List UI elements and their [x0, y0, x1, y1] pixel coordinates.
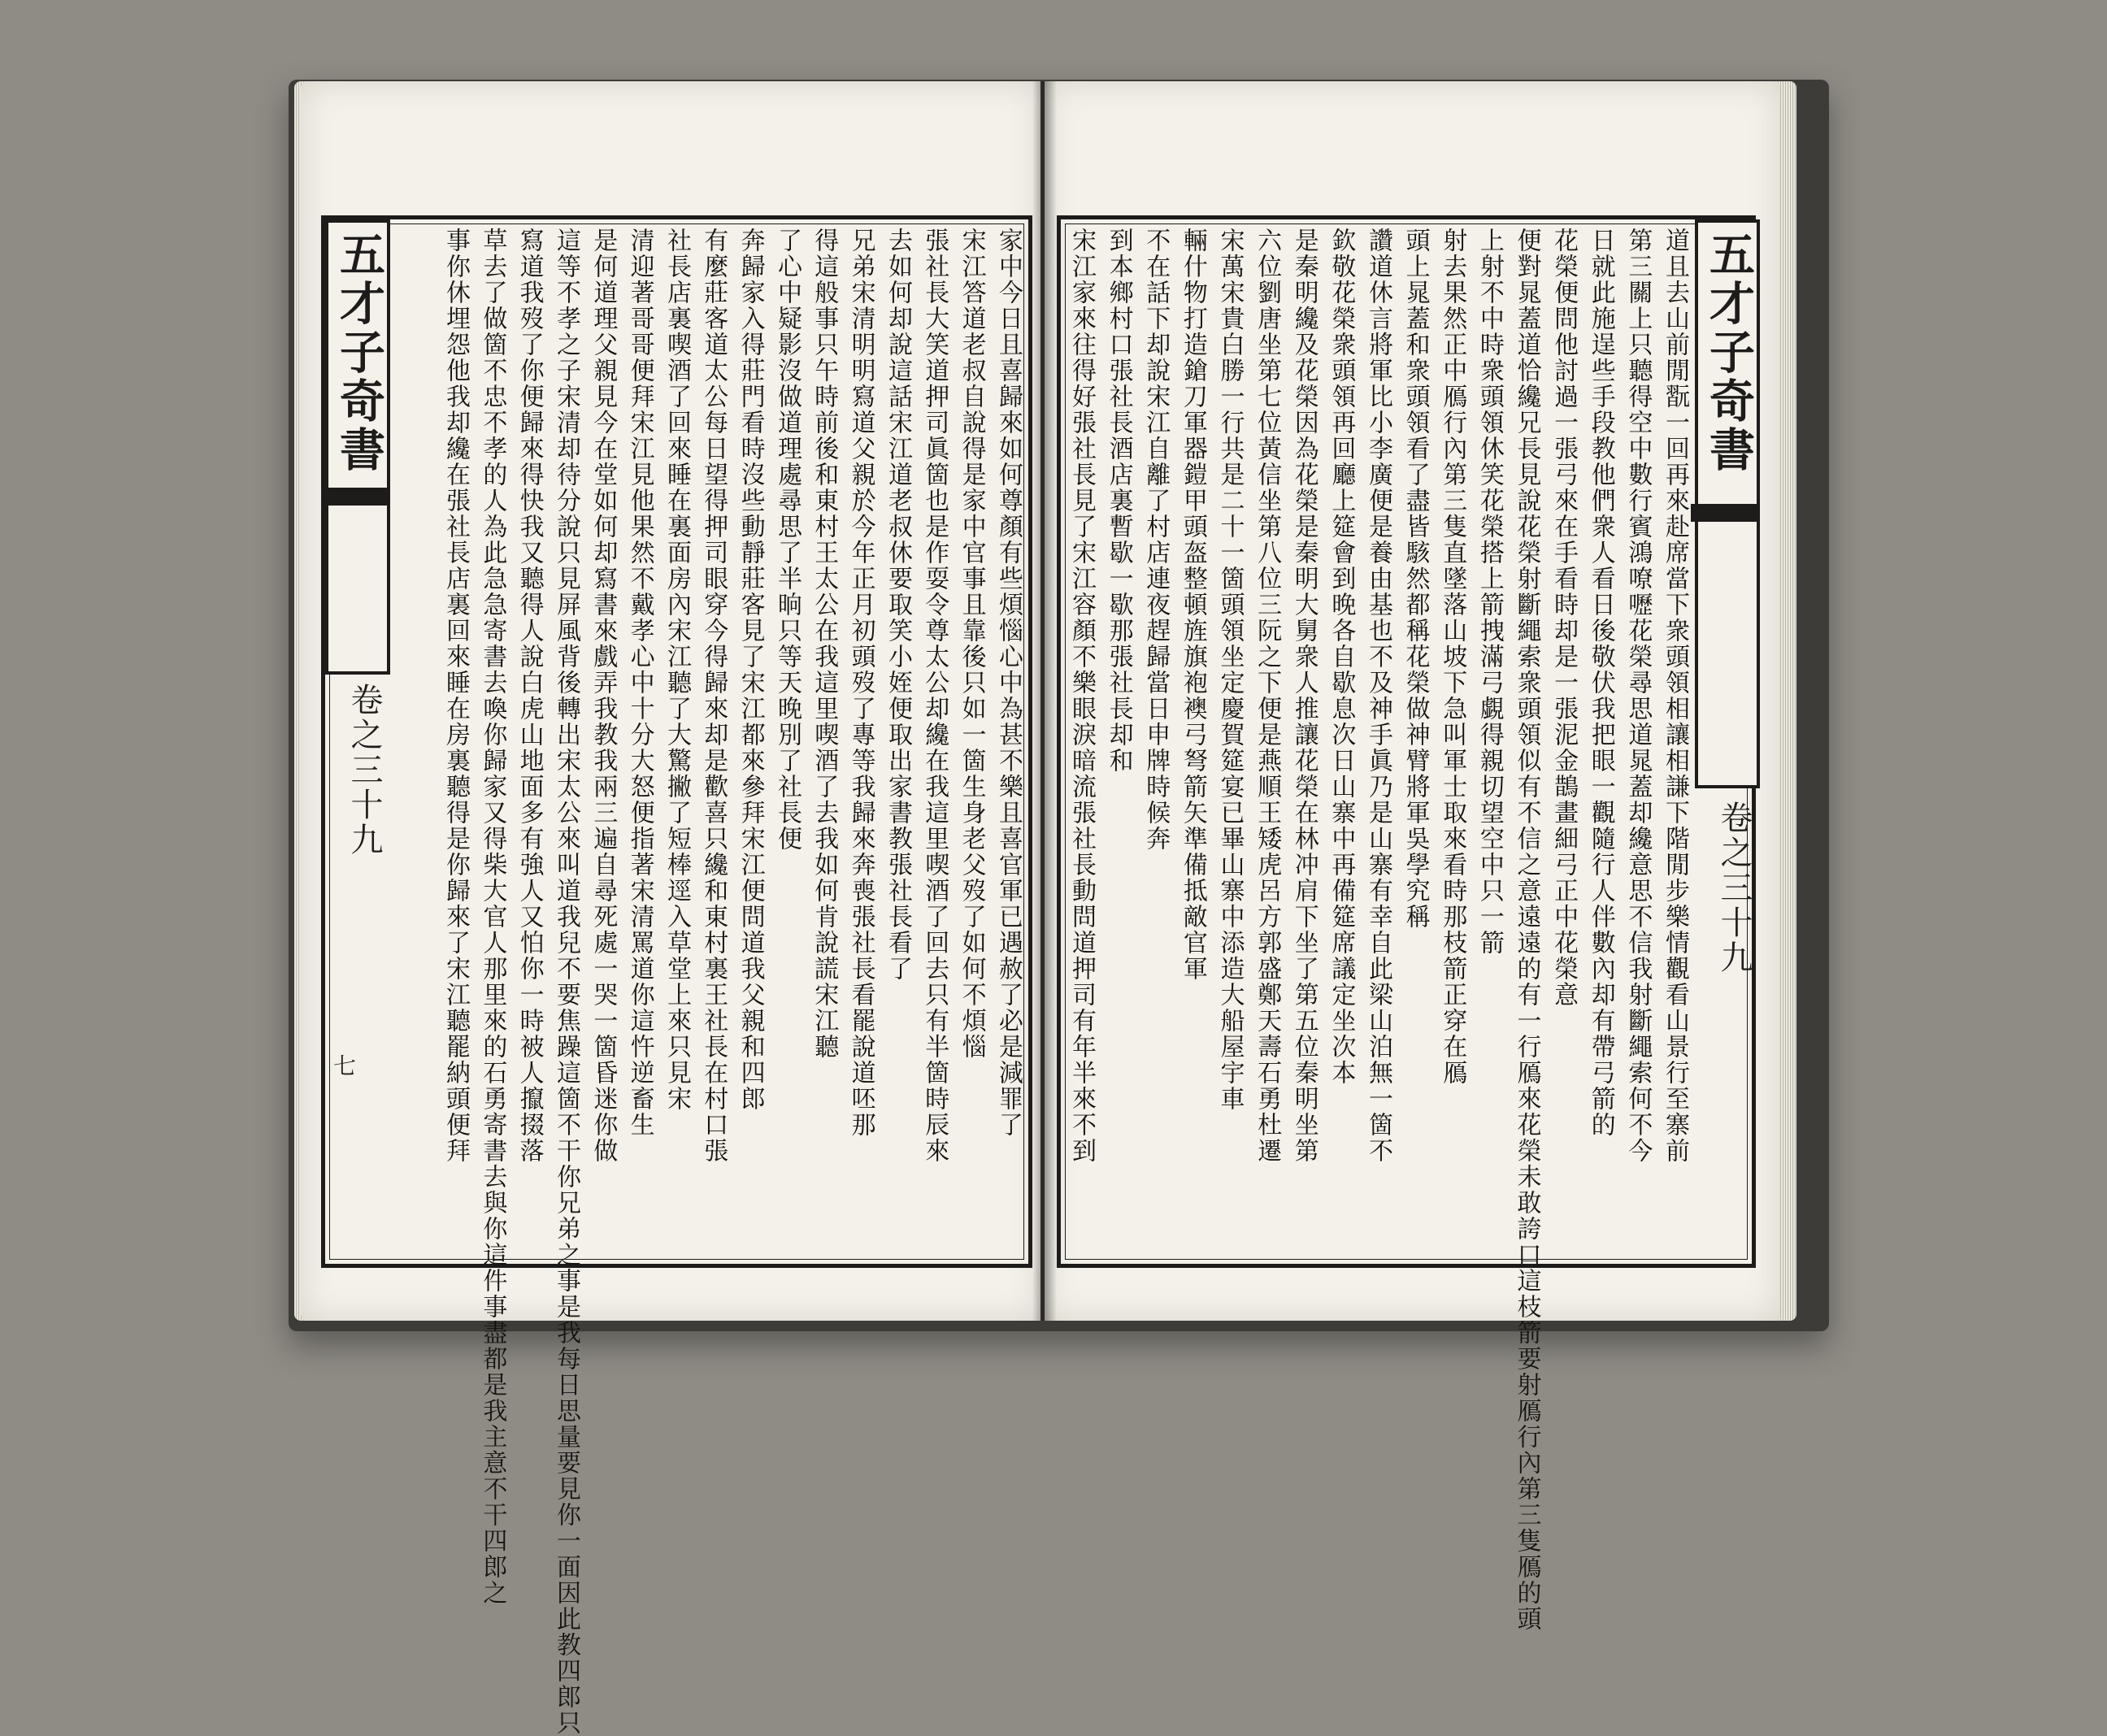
- right-juan-label: 卷之三十九: [1715, 801, 1753, 975]
- text-column: 奔歸家入得莊門看時沒些動靜莊客見了宋江都來參拜宋江便問道我父親和四郎: [736, 228, 765, 1112]
- text-column: 宋萬宋貴白勝一行共是二十一箇頭領坐定慶賀筵宴已畢山寨中添造大船屋宇車: [1215, 228, 1245, 1112]
- left-running-title: 五才子奇書: [325, 219, 390, 675]
- text-column: 社長店裏喫酒了回來睡在裏面房內宋江聽了大驚撇了短棒逕入草堂上來只見宋: [662, 228, 691, 1112]
- text-column: 有麼莊客道太公每日望得押司眼穿今得歸來却是歡喜只纔和東村裏王社長在村口張: [699, 228, 728, 1164]
- text-column: 六位劉唐坐第七位黃信坐第八位三阮之下便是燕順王矮虎呂方郭盛鄭天壽石勇杜遷: [1253, 228, 1282, 1164]
- text-column: 頭上晁蓋和衆頭領看了盡皆駭然都稱花榮做神臂將軍吳學究稱: [1401, 228, 1430, 930]
- text-column: 兄弟宋清明明寫道父親於今年正月初頭歿了專等我歸來奔喪張社長看罷說道呸那: [846, 228, 875, 1138]
- left-juan-label: 卷之三十九: [345, 683, 383, 857]
- text-column: 日就此施逞些手段教他們衆人看日後敬伏我把眼一觀隨行人伴數內却有帶弓箭的: [1586, 228, 1615, 1138]
- text-column: 得這般事只午時前後和東村王太公在我這里喫酒了去我如何肯說謊宋江聽: [810, 228, 839, 1060]
- text-column: 家中今日且喜歸來如何尊顏有些煩惱心中為甚不樂且喜官軍已遇赦了必是減罪了: [993, 228, 1023, 1138]
- text-column: 道且去山前閒翫一回再來赴席當下衆頭領相讓相謙下階閒步樂情觀看山景行至寨前: [1661, 228, 1689, 1164]
- text-column: 射去果然正中鴈行內第三隻直墜落山坡下急叫軍士取來看時那枝箭正穿在鴈: [1438, 228, 1467, 1086]
- text-column: 這等不孝之子宋清却待分說只見屏風背後轉出宋太公來叫道我兒不要焦躁這箇不干你兄弟之事是我每日思量要見你一面因此教四郎只: [551, 228, 580, 1736]
- text-column: 是何道理父親見今在堂如何却寫書來戲弄我教我兩三遍自尋死處一哭一箇昏迷你做: [589, 228, 618, 1164]
- text-column: 宋江答道老叔自說得是家中官事且靠後只如一箇生身老父歿了如何不煩惱: [957, 228, 986, 1060]
- text-column: 欽敬花榮衆頭領再回廳上筵會到晚各自歇息次日山寨中再備筵席議定坐次本: [1327, 228, 1356, 1086]
- text-column: 是秦明纔及花榮因為花榮是秦明大舅衆人推讓花榮在林冲肩下坐了第五位秦明坐第: [1289, 228, 1319, 1164]
- text-column: 讚道休言將軍比小李廣便是養由基也不及神手眞乃是山寨有幸自此梁山泊無一箇不: [1364, 228, 1392, 1164]
- right-text-columns: [1067, 228, 1689, 1632]
- text-column: 上射不中時衆頭領休笑花榮搭上箭拽滿弓覷得親切望空中只一箭: [1475, 228, 1504, 956]
- left-text-columns: [441, 228, 1023, 1736]
- text-column: 第三關上只聽得空中數行賓鴻嘹嚦花榮尋思道晁蓋却纔意思不信我射斷繩索何不今: [1623, 228, 1653, 1164]
- text-column: 宋江家來往得好張社長見了宋江容顏不樂眼淚暗流張社長動問道押司有年半來不到: [1067, 228, 1096, 1164]
- text-column: 去如何却說這話宋江道老叔休要取笑小姪便取出家書教張社長看了: [883, 228, 912, 982]
- left-title-band: [321, 488, 390, 506]
- text-column: 了心中疑影沒做道理處尋思了半晌只等天晚別了社長便: [772, 228, 802, 852]
- text-column: 到本鄉村口張社長酒店裏暫歇一歇那張社長却和: [1104, 228, 1133, 774]
- book-gutter: [1032, 81, 1057, 1321]
- text-column: 輛什物打造鎗刀軍器鎧甲頭盔整頓旌旗袍襖弓弩箭矢準備抵敵官軍: [1178, 228, 1207, 982]
- right-running-title: 五才子奇書: [1695, 219, 1760, 788]
- right-title-band: [1691, 504, 1760, 522]
- text-column: 張社長大笑道押司眞箇也是作耍令尊太公却纔在我這里喫酒了回去只有半箇時辰來: [920, 228, 949, 1164]
- text-column: 事你休埋怨他我却纔在張社長店裏回來睡在房裏聽得是你歸來了宋江聽罷納頭便拜: [441, 228, 470, 1164]
- text-column: 草去了做箇不忠不孝的人為此急急寄書去喚你歸家又得柴大官人那里來的石勇寄書去與你這件事盡都是我主意不干四郎之: [478, 228, 507, 1606]
- text-column: 便對晁蓋道恰纔兄長見說花榮射斷繩索衆頭領似有不信之意遠遠的有一行鴈來花榮未敢誇口這枝箭要射鴈行內第三隻鴈的頭: [1512, 228, 1541, 1632]
- text-column: 清迎著哥哥便拜宋江見他果然不戴孝心中十分大怒便指著宋清罵道你這忤逆畜生: [625, 228, 654, 1138]
- text-column: 花榮便問他討過一張弓來在手看時却是一張泥金鵲畫細弓正中花榮意: [1549, 228, 1579, 1008]
- text-column: 寫道我歿了你便歸來得快我又聽得人說白虎山地面多有強人又怕你一時被人攛掇落: [515, 228, 544, 1164]
- left-folio-number: 七: [333, 1052, 357, 1079]
- text-column: 不在話下却說宋江自離了村店連夜趕歸當日申牌時候奔: [1141, 228, 1171, 852]
